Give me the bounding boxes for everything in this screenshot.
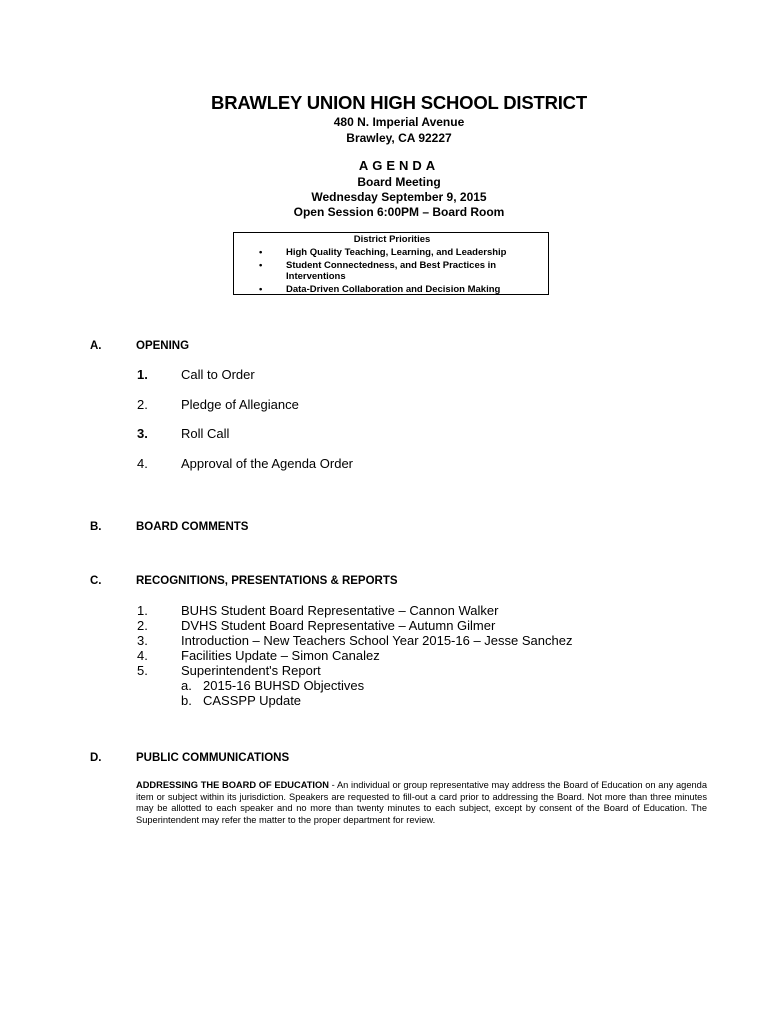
- section-c-title: RECOGNITIONS, PRESENTATIONS & REPORTS: [136, 575, 398, 587]
- section-d-title: PUBLIC COMMUNICATIONS: [136, 752, 290, 764]
- bullet-icon: •: [259, 247, 263, 258]
- session-info: Open Session 6:00PM – Board Room: [293, 205, 505, 219]
- district-title: BRAWLEY UNION HIGH SCHOOL DISTRICT: [211, 92, 587, 113]
- paragraph-body: - An individual or group representative may address the Board of Education on any agenda item or subject within its jurisdiction. Speakers are requested to fill-out a card prior to addressing the Board. Not more than three minutes may be allotted to each speaker and no more than twenty minutes to each subject, except by consent of the Board of Education. The Superintendent may refer the matter to the proper department for review.: [136, 780, 708, 825]
- item-number: 4.: [137, 648, 148, 663]
- priority-text: Data-Driven Collaboration and Decision Making: [286, 284, 501, 295]
- section-c-letter: C.: [90, 575, 102, 587]
- priorities-title: District Priorities: [353, 234, 431, 245]
- paragraph-lead: ADDRESSING THE BOARD OF EDUCATION: [136, 780, 329, 790]
- meeting-date: Wednesday September 9, 2015: [311, 190, 487, 204]
- section-a-title: OPENING: [136, 340, 190, 352]
- address-line-2: Brawley, CA 92227: [346, 131, 452, 145]
- section-a-letter: A.: [90, 340, 102, 352]
- public-communications-paragraph: [136, 780, 707, 826]
- district-priorities-box: [233, 232, 549, 295]
- meeting-type: Board Meeting: [357, 175, 441, 189]
- section-b-letter: B.: [90, 521, 102, 533]
- item-number: 3.: [137, 633, 148, 648]
- item-number: 4.: [137, 456, 148, 471]
- subitem-objectives: 2015-16 BUHSD Objectives: [203, 678, 365, 693]
- subitem-casspp: CASSPP Update: [203, 693, 302, 708]
- agenda-item-pledge: Pledge of Allegiance: [181, 397, 299, 412]
- section-b-title: BOARD COMMENTS: [136, 521, 249, 533]
- item-number: 3.: [137, 426, 148, 441]
- item-number: 2.: [137, 618, 148, 633]
- section-d-letter: D.: [90, 752, 102, 764]
- agenda-item-new-teachers: Introduction – New Teachers School Year 2015-16 – Jesse Sanchez: [181, 633, 573, 648]
- address-line-1: 480 N. Imperial Avenue: [333, 115, 465, 129]
- agenda-item-call-to-order: Call to Order: [181, 367, 255, 382]
- item-number: 1.: [137, 367, 148, 382]
- subitem-letter: a.: [181, 678, 192, 693]
- bullet-icon: •: [259, 284, 263, 295]
- agenda-item-superintendent-report: Superintendent's Report: [181, 663, 321, 678]
- priority-text: Student Connectedness, and Best Practices in Interventions: [286, 260, 497, 282]
- agenda-item-roll-call: Roll Call: [181, 426, 230, 441]
- agenda-item-approval: Approval of the Agenda Order: [181, 456, 354, 471]
- priority-text: High Quality Teaching, Learning, and Leadership: [286, 247, 507, 258]
- bullet-icon: •: [259, 260, 263, 271]
- agenda-item-dvhs-rep: DVHS Student Board Representative – Autumn Gilmer: [181, 618, 496, 633]
- item-number: 1.: [137, 603, 148, 618]
- item-number: 2.: [137, 397, 148, 412]
- agenda-item-buhs-rep: BUHS Student Board Representative – Cannon Walker: [181, 603, 499, 618]
- agenda-item-facilities: Facilities Update – Simon Canalez: [181, 648, 380, 663]
- agenda-heading: AGENDA: [358, 158, 440, 173]
- subitem-letter: b.: [181, 693, 192, 708]
- item-number: 5.: [137, 663, 148, 678]
